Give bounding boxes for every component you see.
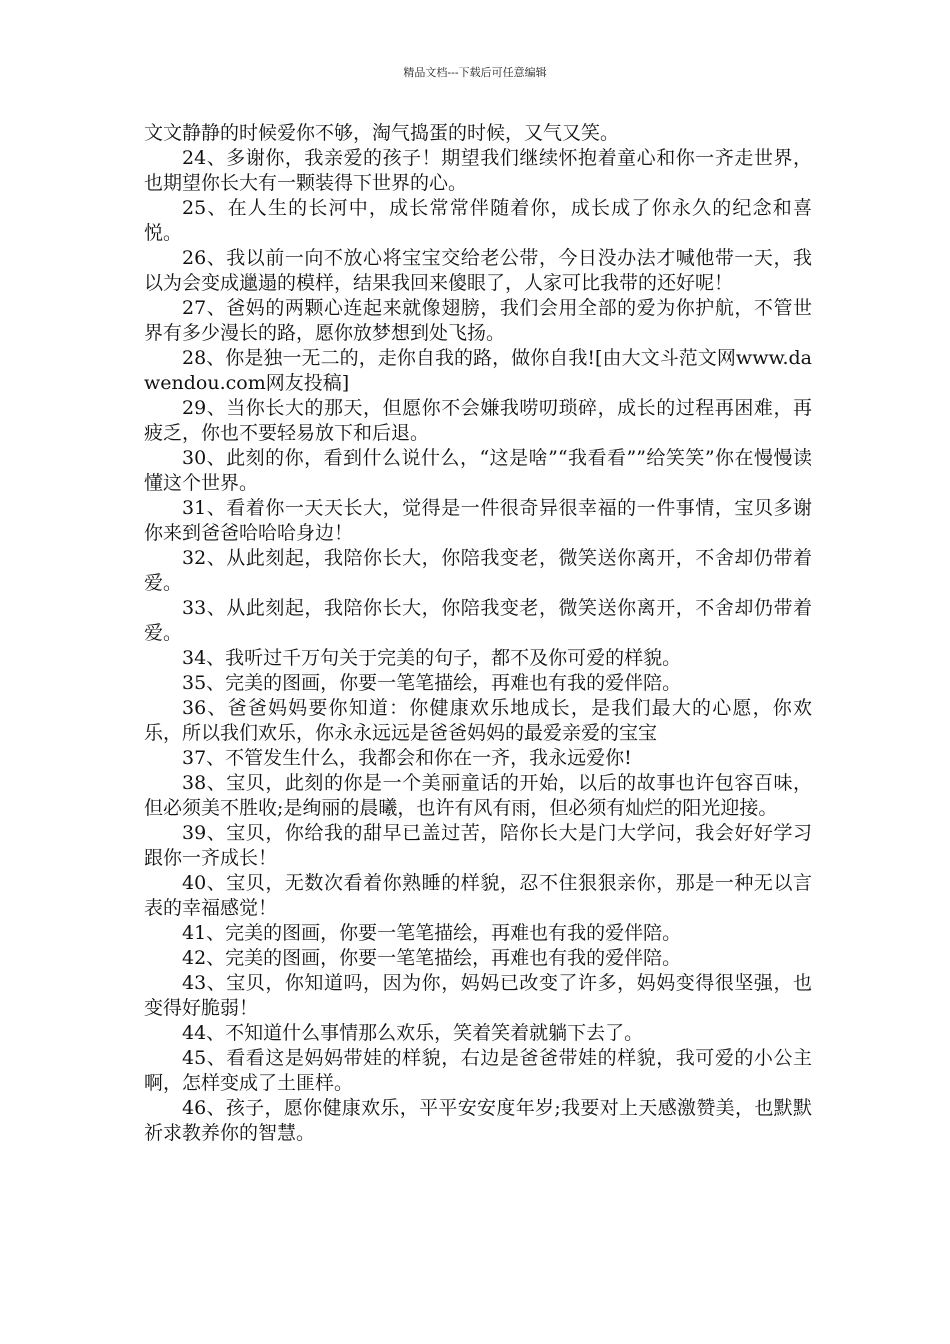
paragraph-39: 39、宝贝，你给我的甜早已盖过苦，陪你长大是门大学问，我会好好学习跟你一齐成长！ [144, 822, 812, 869]
paragraph-32: 32、从此刻起，我陪你长大，你陪我变老，微笑送你离开，不舍却仍带着爱。 [144, 547, 812, 594]
paragraph-44: 44、不知道什么事情那么欢乐，笑着笑着就躺下去了。 [182, 1022, 644, 1044]
paragraph-35: 35、完美的图画，你要一笔笔描绘，再难也有我的爱伴陪。 [182, 672, 682, 694]
paragraph-33: 33、从此刻起，我陪你长大，你陪我变老，微笑送你离开，不舍却仍带着爱。 [144, 597, 812, 644]
paragraph-40: 40、宝贝，无数次看着你熟睡的样貌，忍不住狠狠亲你，那是一种无以言表的幸福感觉！ [144, 872, 812, 919]
paragraph-37: 37、不管发生什么，我都会和你在一齐，我永远爱你! [182, 747, 632, 769]
paragraph-28: 28、你是独一无二的，走你自我的路，做你自我![由大文斗范文网www.dawendou.com网友投稿] [144, 347, 812, 394]
paragraph-34: 34、我听过千万句关于完美的句子，都不及你可爱的样貌。 [182, 647, 682, 669]
paragraph-36: 36、爸爸妈妈要你知道：你健康欢乐地成长，是我们最大的心愿，你欢乐，所以我们欢乐，你永永远远是爸爸妈妈的最爱亲爱的宝宝 [144, 697, 812, 744]
paragraph-26: 26、我以前一向不放心将宝宝交给老公带，今日没办法才喊他带一天，我以为会变成邋遢的模样，结果我回来傻眼了，人家可比我带的还好呢！ [144, 247, 812, 294]
paragraph-46: 46、孩子，愿你健康欢乐，平平安安度年岁;我要对上天感激赞美，也默默祈求教养你的智慧。 [144, 1097, 812, 1144]
paragraph-24: 24、多谢你，我亲爱的孩子！期望我们继续怀抱着童心和你一齐走世界，也期望你长大有一颗装得下世界的心。 [144, 147, 812, 194]
paragraph-27: 27、爸妈的两颗心连起来就像翅膀，我们会用全部的爱为你护航，不管世界有多少漫长的路，愿你放梦想到处飞扬。 [144, 297, 812, 344]
paragraph-42: 42、完美的图画，你要一笔笔描绘，再难也有我的爱伴陪。 [182, 947, 682, 969]
paragraph-38: 38、宝贝，此刻的你是一个美丽童话的开始，以后的故事也许包容百味，但必须美不胜收;是绚丽的晨曦，也许有风有雨，但必须有灿烂的阳光迎接。 [144, 772, 812, 819]
paragraph-43: 43、宝贝，你知道吗，因为你，妈妈已改变了许多，妈妈变得很坚强，也变得好脆弱！ [144, 972, 812, 1019]
document-body [144, 121, 812, 1146]
paragraph-30: 30、此刻的你，看到什么说什么，“这是啥”“我看看””给笑笑”你在慢慢读懂这个世界。 [144, 447, 812, 494]
page-header: 精品文档---下载后可任意编辑 [403, 66, 547, 79]
paragraph-41: 41、完美的图画，你要一笔笔描绘，再难也有我的爱伴陪。 [182, 922, 682, 944]
paragraph-31: 31、看着你一天天长大，觉得是一件很奇异很幸福的一件事情，宝贝多谢你来到爸爸哈哈哈身边！ [144, 497, 812, 544]
paragraph-continuation: 文文静静的时候爱你不够，淘气捣蛋的时候，又气又笑。 [144, 122, 620, 144]
paragraph-45: 45、看看这是妈妈带娃的样貌，右边是爸爸带娃的样貌，我可爱的小公主啊，怎样变成了土匪样。 [144, 1047, 812, 1094]
paragraph-29: 29、当你长大的那天，但愿你不会嫌我唠叨琐碎，成长的过程再困难，再疲乏，你也不要轻易放下和后退。 [144, 397, 812, 444]
paragraph-25: 25、在人生的长河中，成长常常伴随着你，成长成了你永久的纪念和喜悦。 [144, 197, 812, 244]
